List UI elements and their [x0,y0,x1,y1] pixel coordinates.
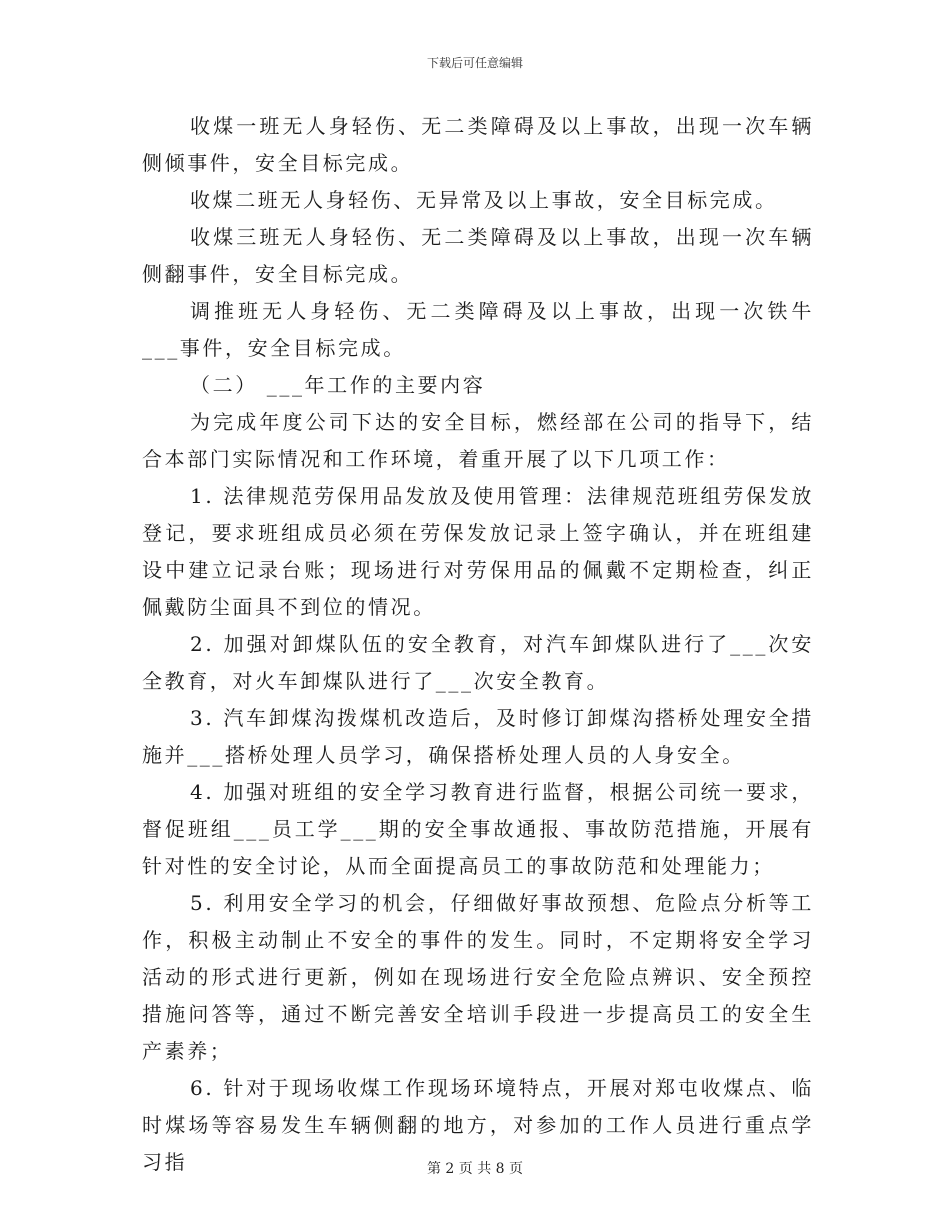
header-note: 下载后可任意编辑 [426,56,523,70]
paragraph-shift-3: 收煤三班无人身轻伤、无二类障碍及以上事故，出现一次车辆侧翻事件，安全目标完成。 [142,225,814,286]
intro-paragraph: 为完成年度公司下达的安全目标，燃经部在公司的指导下，结合本部门实际情况和工作环境，着重开展了以下几项工作： [142,410,814,471]
list-item: 4. 加强对班组的安全学习教育进行监督，根据公司统一要求，督促班组___员工学___期的安全事故通报、事故防范措施，开展有针对性的安全讨论，从而全面提高员工的事故防范和处理能力； [142,780,814,878]
paragraph-shift-1: 收煤一班无人身轻伤、无二类障碍及以上事故，出现一次车辆侧倾事件，安全目标完成。 [142,114,814,175]
list-item: 5. 利用安全学习的机会，仔细做好事故预想、危险点分析等工作，积极主动制止不安全的事件的发生。同时，不定期将安全学习活动的形式进行更新，例如在现场进行安全危险点辨识、安全预控措施问答等，通过不断完善安全培训手段进一步提高员工的安全生产素养； [142,891,814,1063]
paragraph-dispatch: 调推班无人身轻伤、无二类障碍及以上事故，出现一次铁牛___事件，安全目标完成。 [142,299,814,360]
list-item: 2. 加强对卸煤队伍的安全教育，对汽车卸煤队进行了___次安全教育，对火车卸煤队进行了___次安全教育。 [142,632,814,693]
list-item: 1. 法律规范劳保用品发放及使用管理：法律规范班组劳保发放登记，要求班组成员必须在劳保发放记录上签字确认，并在班组建设中建立记录台账；现场进行对劳保用品的佩戴不定期检查，纠正佩戴防尘面具不到位的情况。 [142,484,814,619]
page-indicator: 第 2 页 共 8 页 [426,1161,524,1177]
paragraph-shift-2: 收煤二班无人身轻伤、无异常及以上事故，安全目标完成。 [190,188,778,212]
document-body [142,108,814,1181]
section-heading: （二） ___年工作的主要内容 [190,373,486,397]
list-item: 3. 汽车卸煤沟拨煤机改造后，及时修订卸煤沟搭桥处理安全措施并___搭桥处理人员学习，确保搭桥处理人员的人身安全。 [142,706,814,767]
list-item: 6. 针对于现场收煤工作现场环境特点，开展对郑屯收煤点、临时煤场等容易发生车辆侧翻的地方，对参加的工作人员进行重点学习指 [142,1076,814,1174]
